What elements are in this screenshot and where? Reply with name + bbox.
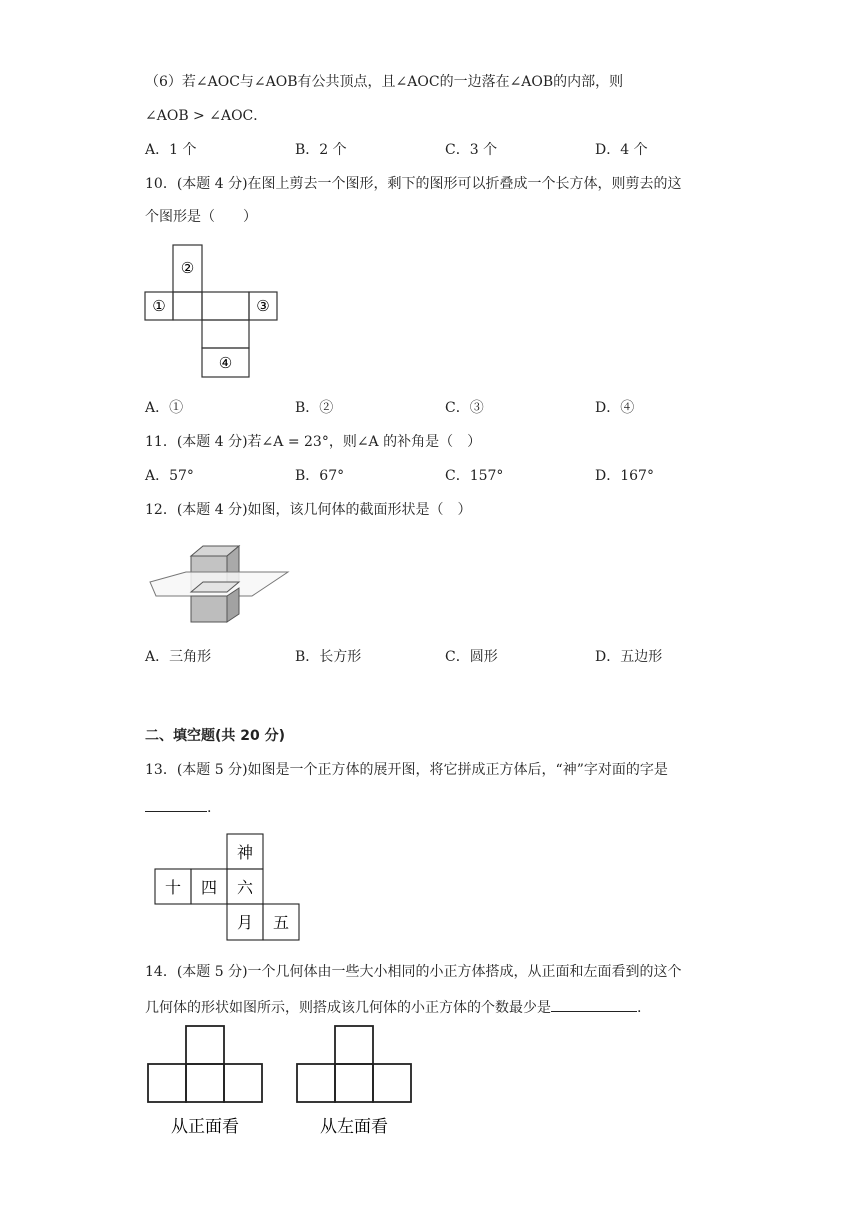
- q9-item6-line1: （6）若∠AOC与∠AOB有公共顶点，且∠AOC的一边落在∠AOB的内部，则: [145, 74, 624, 90]
- q11-option-c[interactable]: C．157°: [445, 468, 504, 484]
- q12-option-c[interactable]: C．圆形: [445, 649, 498, 665]
- q10-option-d[interactable]: D．④: [595, 400, 635, 416]
- q10-net-figure: [140, 240, 290, 382]
- q11-option-d[interactable]: D．167°: [595, 468, 654, 484]
- net-label-4: ④: [218, 354, 233, 372]
- q13-answer-blank[interactable]: [145, 797, 207, 812]
- q9-option-d[interactable]: D．4 个: [595, 142, 648, 158]
- front-view-caption: 从正面看: [171, 1117, 239, 1137]
- q14-stem-line1: 14．(本题 5 分)一个几何体由一些大小相同的小正方体搭成，从正面和左面看到的这个: [145, 964, 682, 980]
- q14-front-view-figure: [145, 1022, 267, 1140]
- q12-option-d[interactable]: D．五边形: [595, 649, 663, 665]
- q12-cross-section-figure: [148, 540, 293, 626]
- q9-option-a[interactable]: A．1 个: [145, 142, 197, 158]
- q12-stem: 12．(本题 4 分)如图，该几何体的截面形状是（ ）: [145, 502, 472, 518]
- net-label-1: ①: [152, 297, 166, 315]
- q14-period: .: [637, 1000, 642, 1016]
- net-char-si: 四: [200, 878, 218, 897]
- net-label-3: ③: [256, 297, 270, 315]
- q10-option-c[interactable]: C．③: [445, 400, 484, 416]
- section-2-title: 二、填空题(共 20 分): [145, 728, 286, 744]
- q13-period: .: [207, 800, 212, 816]
- net-char-wu: 五: [272, 913, 290, 932]
- q13-stem-line1: 13．(本题 5 分)如图是一个正方体的展开图，将它拼成正方体后，“神”字对面的字是: [145, 762, 668, 778]
- net-char-shen: 神: [236, 843, 254, 862]
- left-view-caption: 从左面看: [320, 1117, 388, 1137]
- q14-answer-blank[interactable]: [551, 997, 637, 1012]
- net-char-shi: 十: [164, 878, 182, 897]
- q11-option-a[interactable]: A．57°: [145, 468, 194, 484]
- q11-stem: 11．(本题 4 分)若∠A = 23°，则∠A 的补角是（ ）: [145, 434, 482, 450]
- q9-option-c[interactable]: C．3 个: [445, 142, 498, 158]
- q13-answer-line: [145, 797, 211, 818]
- net-char-liu: 六: [236, 878, 254, 897]
- q10-option-b[interactable]: B．②: [295, 400, 334, 416]
- net-char-yue: 月: [236, 913, 254, 932]
- q12-option-b[interactable]: B．长方形: [295, 649, 362, 665]
- q12-option-a[interactable]: A．三角形: [145, 649, 212, 665]
- q9-item6-line2: ∠AOB > ∠AOC．: [145, 108, 268, 124]
- q9-option-b[interactable]: B．2 个: [295, 142, 347, 158]
- q10-option-a[interactable]: A．①: [145, 400, 184, 416]
- q14-left-view-figure: [294, 1022, 416, 1140]
- q10-stem-line1: 10．(本题 4 分)在图上剪去一个图形，剩下的图形可以折叠成一个长方体，则剪去的这: [145, 176, 682, 192]
- q14-stem-line2: [145, 997, 641, 1018]
- q10-stem-line2: 个图形是（ ）: [145, 209, 257, 225]
- q14-stem-line2-text: 几何体的形状如图所示，则搭成该几何体的小正方体的个数最少是: [145, 1000, 551, 1016]
- net-label-2: ②: [180, 259, 195, 277]
- q13-cube-net: [152, 832, 302, 946]
- q11-option-b[interactable]: B．67°: [295, 468, 345, 484]
